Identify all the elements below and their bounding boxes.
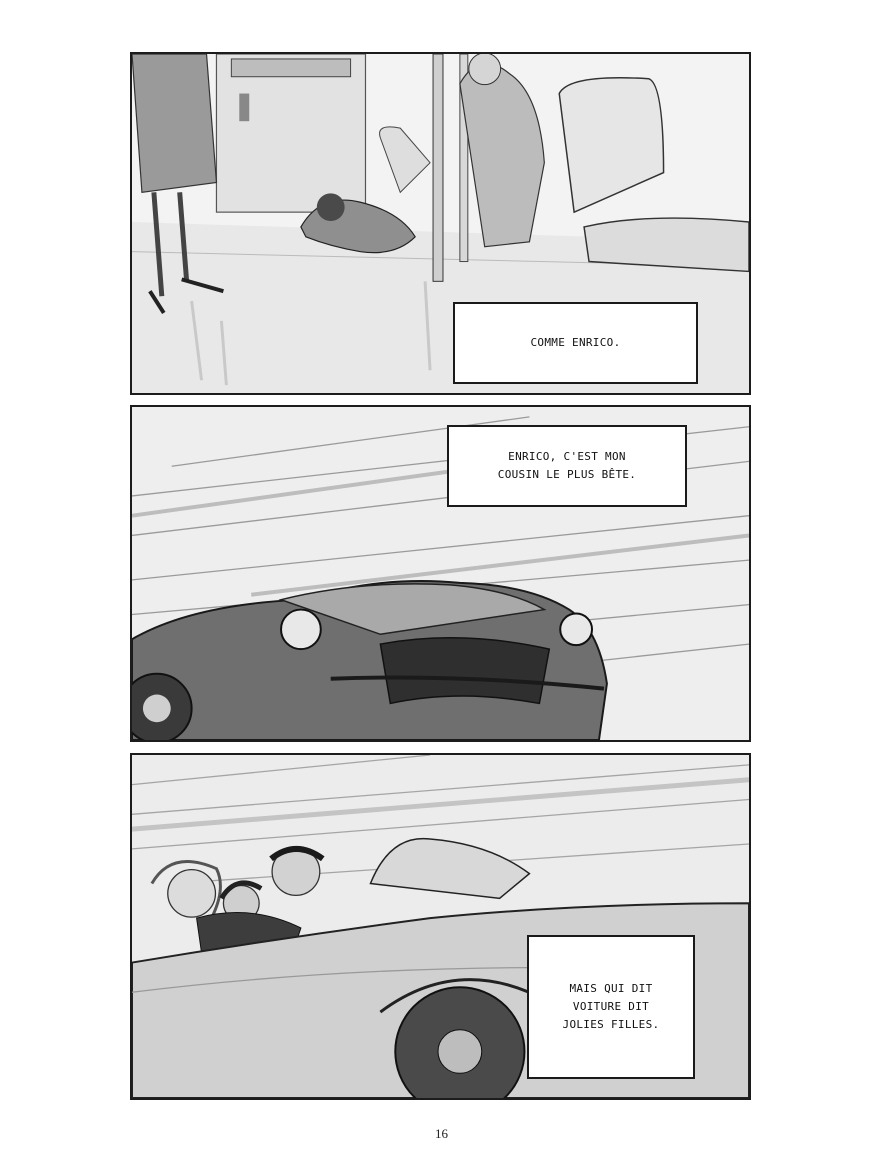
panel-1-caption: COMME ENRICO.	[453, 302, 698, 384]
comic-panel-3	[130, 753, 751, 1100]
panel-3-caption: MAIS QUI DIT VOITURE DIT JOLIES FILLES.	[527, 935, 695, 1079]
comic-panel-2	[130, 405, 751, 742]
comic-panel-1	[130, 52, 751, 395]
panel-2-caption: ENRICO, C'EST MON COUSIN LE PLUS BÊTE.	[447, 425, 687, 507]
page-number: 16	[435, 1126, 448, 1141]
